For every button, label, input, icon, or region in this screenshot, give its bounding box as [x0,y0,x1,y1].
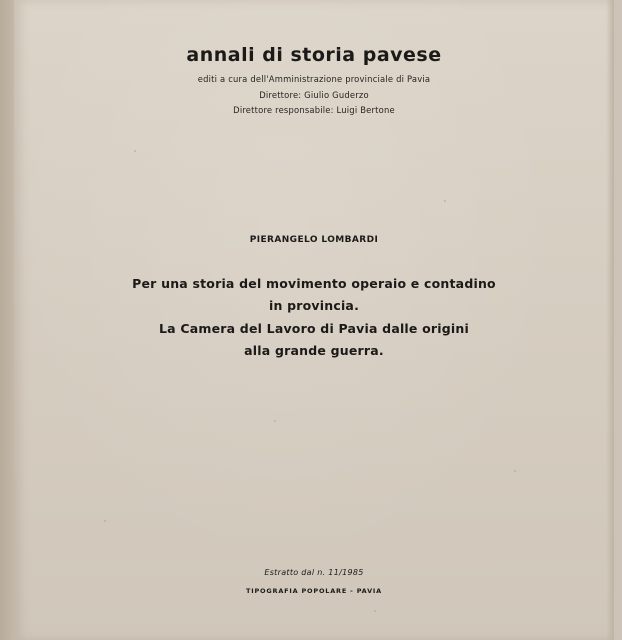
article-title-line-2: in provincia. [268,298,360,313]
article-author: PIERANGELO LOMBARDI [249,235,379,245]
article-title-line-3: La Camera del Lavoro di Pavia dalle origini [158,321,470,336]
journal-title: annali di storia pavese [186,44,442,66]
printer-imprint: TIPOGRAFIA POPOLARE - PAVIA [246,587,382,595]
responsible-director-line: Direttore responsabile: Luigi Bertone [233,105,395,115]
publisher-line: editi a cura dell'Amministrazione provinciale di Pavia [197,74,431,84]
page-edge [606,0,614,640]
article-title-line-4: alla grande guerra. [244,343,384,358]
extract-note: Estratto dal n. 11/1985 [264,568,364,577]
director-line: Direttore: Giulio Guderzo [259,90,369,100]
article-title-line-1: Per una storia del movimento operaio e contadino [132,276,496,291]
paper-page [14,0,614,640]
